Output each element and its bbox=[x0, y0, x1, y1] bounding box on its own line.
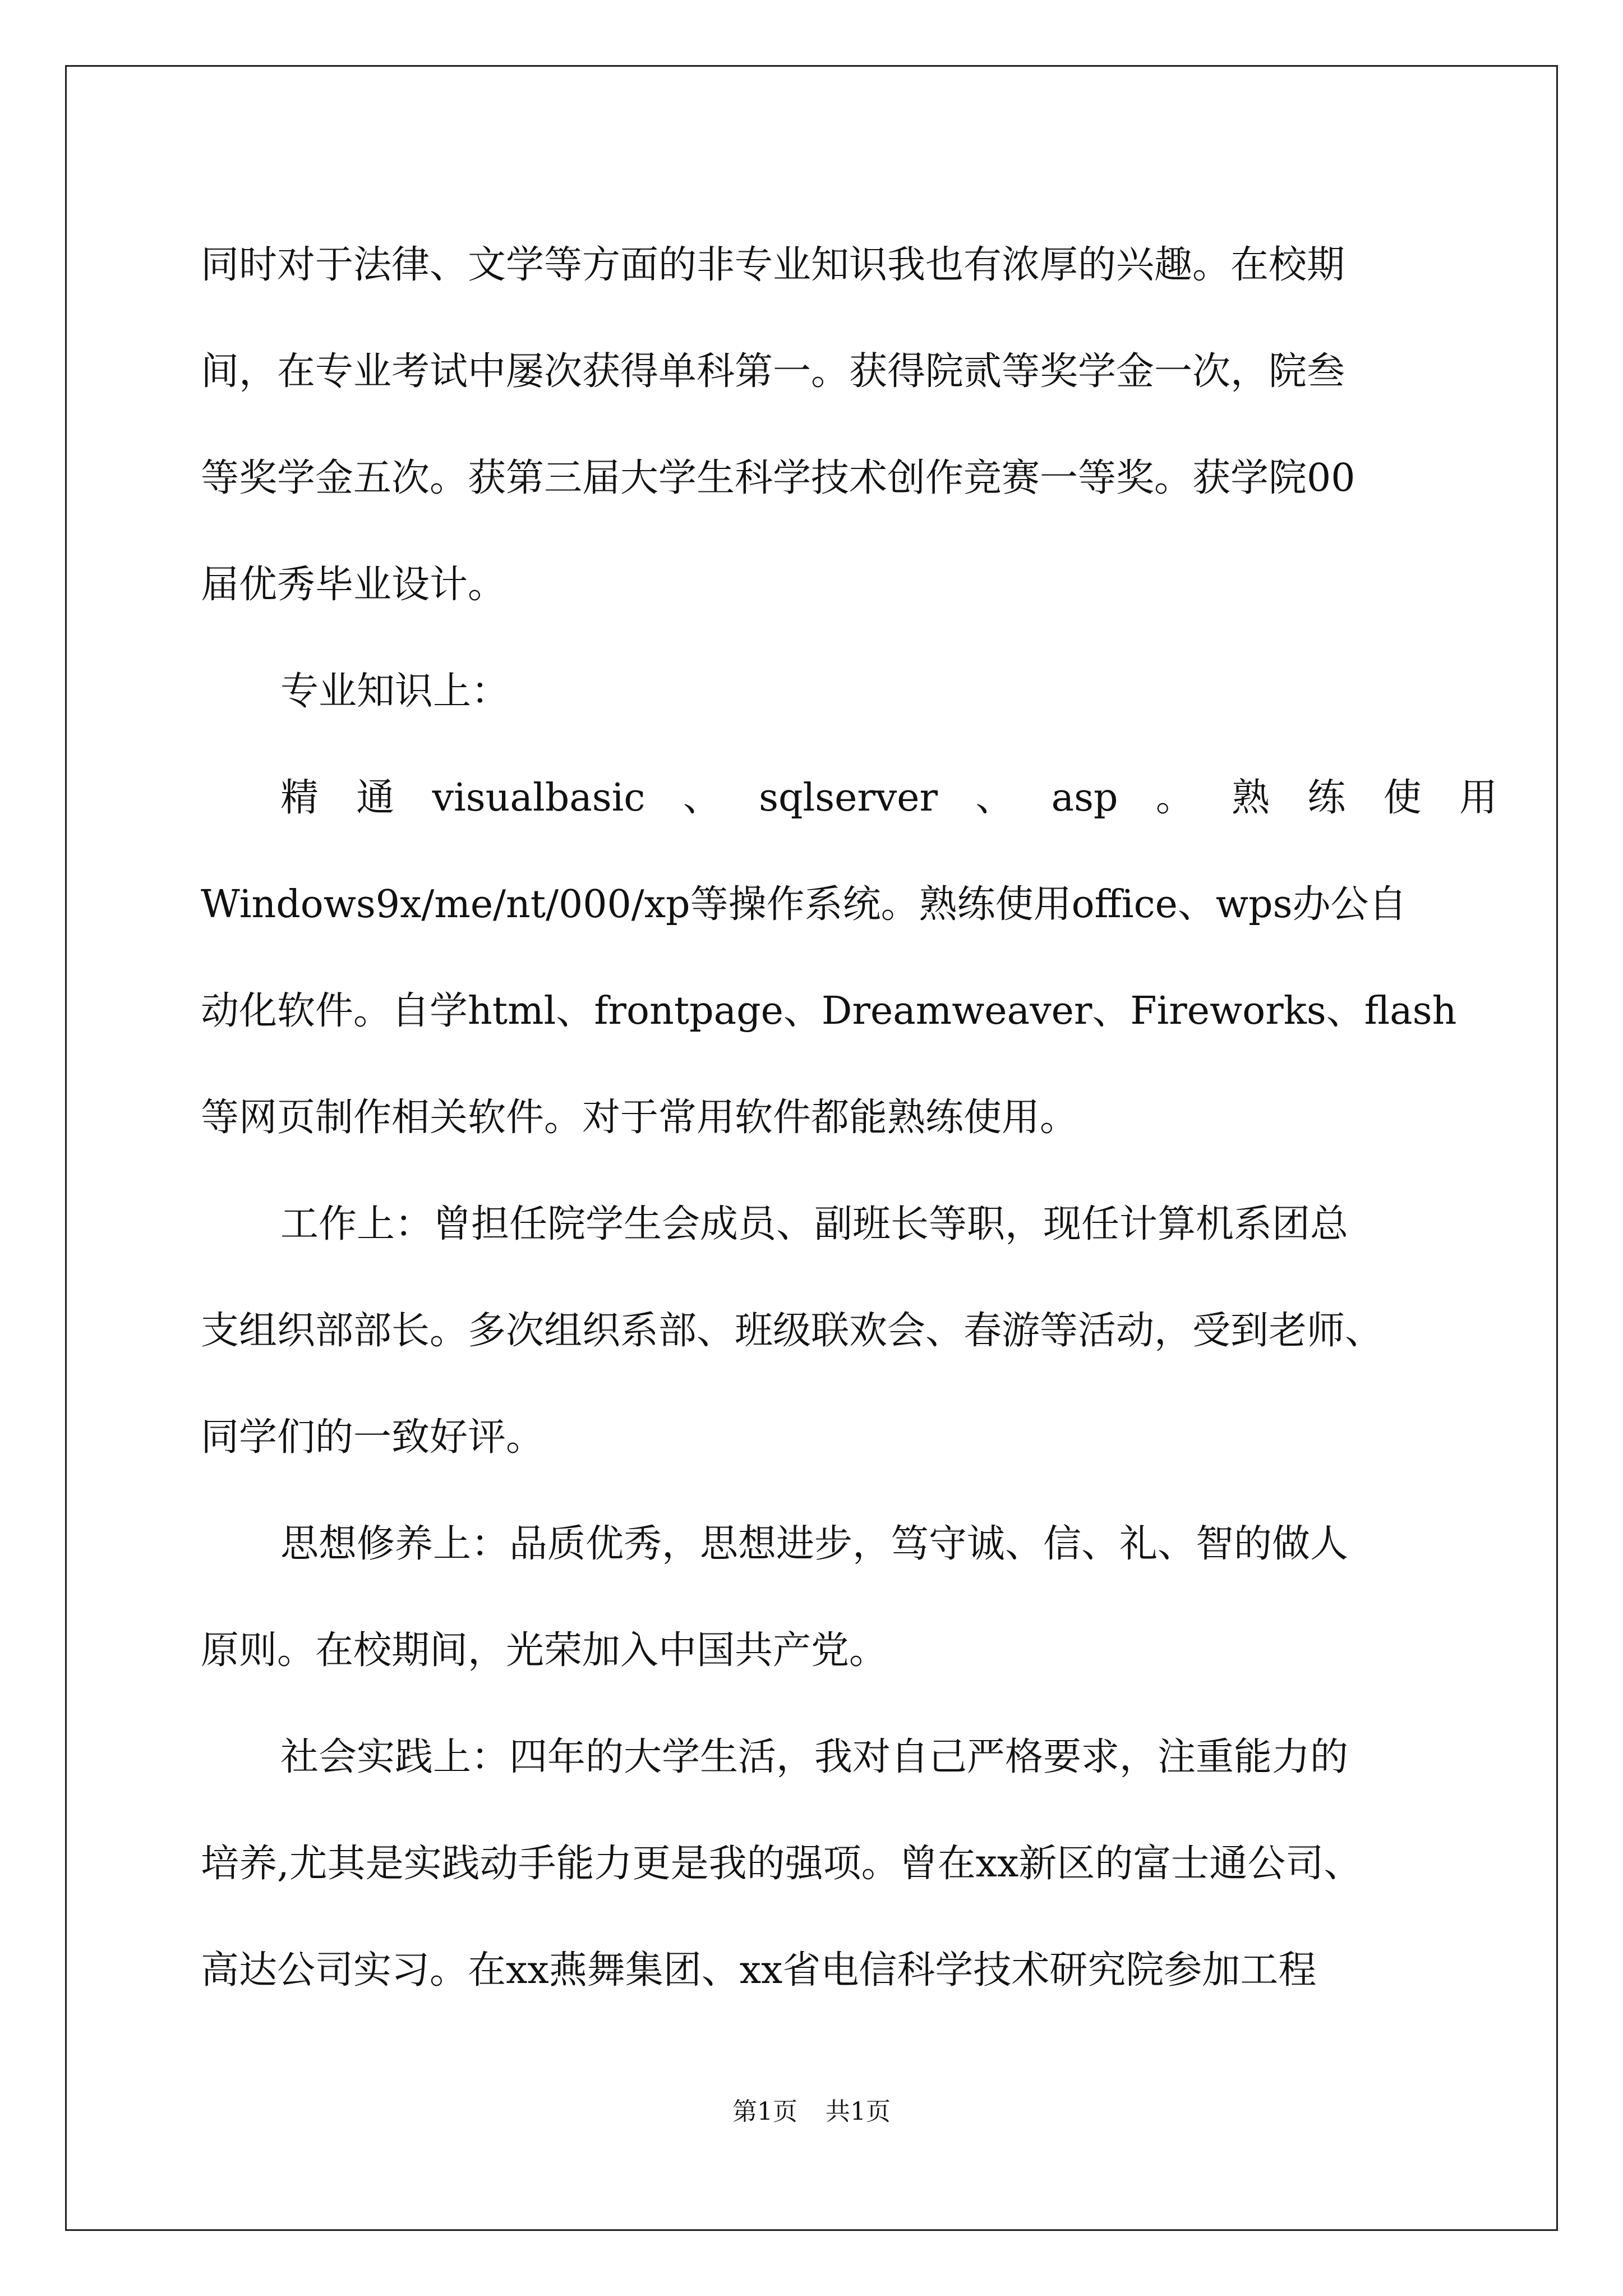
text-line: 高达公司实习。在xx燕舞集团、xx省电信科学技术研究院参加工程 bbox=[201, 1948, 1317, 1993]
text-token: asp bbox=[1051, 776, 1118, 820]
text-token: 。 bbox=[1155, 776, 1194, 820]
page-footer bbox=[0, 2091, 1623, 2127]
text-line: 同学们的一致好评。 bbox=[201, 1415, 545, 1460]
text-line: 同时对于法律、文学等方面的非专业知识我也有浓厚的兴趣。在校期 bbox=[201, 243, 1345, 287]
section-heading-expertise: 专业知识上： bbox=[280, 669, 510, 714]
text-token: 、 bbox=[683, 776, 721, 820]
text-line: 届优秀毕业设计。 bbox=[201, 563, 506, 607]
text-line: 原则。在校期间，光荣加入中国共产党。 bbox=[201, 1628, 888, 1673]
text-token: visualbasic bbox=[432, 776, 645, 820]
section-heading-practice: 社会实践上：四年的大学生活，我对自己严格要求，注重能力的 bbox=[280, 1735, 1349, 1779]
text-token: 通 bbox=[356, 776, 395, 820]
text-line: 等网页制作相关软件。对于常用软件都能熟练使用。 bbox=[201, 1096, 1078, 1140]
text-token: 用 bbox=[1459, 776, 1497, 820]
document-body bbox=[201, 212, 1497, 2024]
page-total: 共1页 bbox=[826, 2097, 891, 2126]
text-token: 练 bbox=[1307, 776, 1346, 820]
page-number: 第1页 bbox=[732, 2097, 797, 2126]
text-token: sqlserver bbox=[759, 776, 938, 820]
text-token: 使 bbox=[1383, 776, 1422, 820]
text-line: 动化软件。自学html、frontpage、Dreamweaver、Fireworks、flash bbox=[201, 989, 1457, 1033]
text-token: 、 bbox=[975, 776, 1014, 820]
text-token: 精 bbox=[280, 776, 319, 820]
text-line: Windows9x/me/nt/000/xp等操作系统。熟练使用office、wps办公自 bbox=[201, 882, 1407, 927]
text-line: 等奖学金五次。获第三届大学生科学技术创作竞赛一等奖。获学院00 bbox=[201, 456, 1355, 500]
justified-text-line bbox=[201, 745, 1497, 852]
text-token: 熟 bbox=[1232, 776, 1270, 820]
section-heading-character: 思想修养上：品质优秀，思想进步，笃守诚、信、礼、智的做人 bbox=[280, 1522, 1349, 1566]
text-line: 间，在专业考试中屡次获得单科第一。获得院贰等奖学金一次，院叁 bbox=[201, 349, 1345, 394]
text-line: 支组织部部长。多次组织系部、班级联欢会、春游等活动，受到老师、 bbox=[201, 1309, 1384, 1353]
text-line: 培养,尤其是实践动手能力更是我的强项。曾在xx新区的富士通公司、 bbox=[201, 1842, 1362, 1886]
section-heading-work: 工作上：曾担任院学生会成员、副班长等职，现任计算机系团总 bbox=[280, 1202, 1349, 1246]
